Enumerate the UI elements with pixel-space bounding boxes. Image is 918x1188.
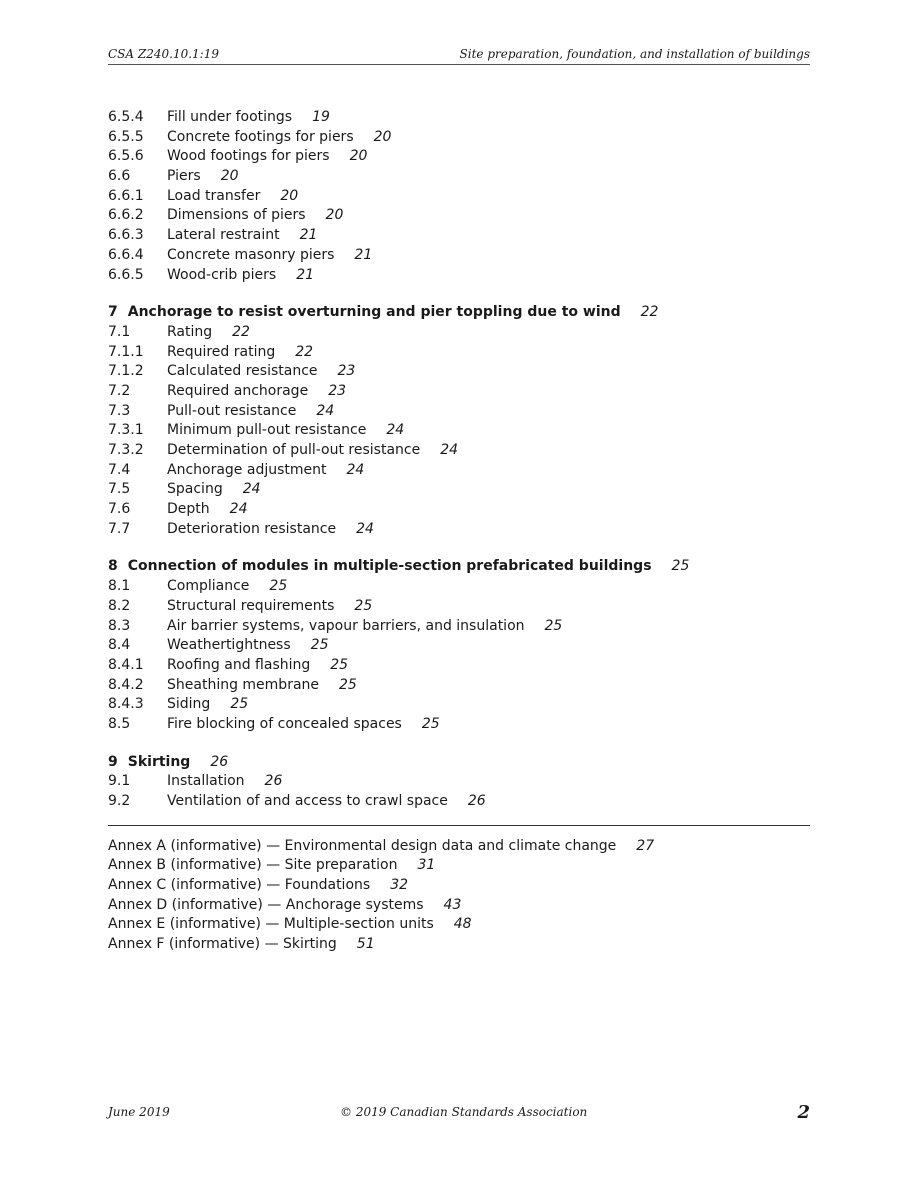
toc-annex-entry[interactable] xyxy=(108,856,810,876)
toc-entry-number: 8.3 xyxy=(108,617,131,634)
toc-page-number: 23 xyxy=(328,382,347,399)
toc-entry[interactable] xyxy=(108,362,810,382)
toc-page-number: 26 xyxy=(210,753,229,770)
toc-entry-number: 6.6.1 xyxy=(108,187,144,204)
toc-entry-number: 7.5 xyxy=(108,481,131,498)
toc-entry-number: 7.6 xyxy=(108,501,131,518)
toc-page-number: 24 xyxy=(440,442,459,458)
toc-page-number: 25 xyxy=(544,617,563,634)
toc-entry-title: Piers xyxy=(167,168,201,185)
toc-entry[interactable] xyxy=(108,402,810,422)
toc-page-number: 24 xyxy=(346,461,365,478)
toc-entry[interactable] xyxy=(108,461,810,481)
toc-section-number: 7 xyxy=(108,304,118,321)
toc-entry[interactable] xyxy=(108,382,810,402)
toc-annex-entry[interactable] xyxy=(108,837,810,857)
toc-entry-title: Dimensions of piers xyxy=(167,207,306,224)
toc-entry-number: 9.2 xyxy=(108,793,131,809)
toc-entry[interactable] xyxy=(108,617,810,637)
toc-annexes xyxy=(108,837,810,955)
toc-annex-entry[interactable] xyxy=(108,876,810,896)
toc-entry-title: Rating xyxy=(167,323,213,340)
toc-entry[interactable] xyxy=(108,597,810,617)
toc-page-number: 31 xyxy=(417,857,436,874)
footer-date: June 2019 xyxy=(108,1105,170,1119)
document-title: Site preparation, foundation, and installation of buildings xyxy=(459,47,810,61)
toc-entry-number: 8.4 xyxy=(108,637,131,654)
toc-entry[interactable] xyxy=(108,421,810,441)
toc-entry-number: 6.6 xyxy=(108,168,131,185)
toc-entry[interactable] xyxy=(108,266,810,286)
toc-page-number: 25 xyxy=(421,715,440,732)
toc-page-number: 22 xyxy=(640,304,659,321)
toc-page-number: 20 xyxy=(280,187,299,204)
toc-entry-number: 9.1 xyxy=(108,773,131,790)
toc-entry-title: Annex F (informative) — Skirting xyxy=(108,936,337,953)
toc-entry-number: 7.3.1 xyxy=(108,422,144,439)
toc-page-number: 51 xyxy=(356,936,375,953)
toc-entry-title: Installation xyxy=(167,773,245,790)
toc-group-9 xyxy=(108,772,810,811)
toc-entry-number: 6.5.5 xyxy=(108,128,144,145)
toc-entry[interactable] xyxy=(108,441,810,461)
toc-page-number: 25 xyxy=(230,696,249,713)
toc-page-number: 25 xyxy=(354,597,373,614)
toc-entry[interactable] xyxy=(108,128,810,148)
toc-page-number: 24 xyxy=(242,481,261,498)
toc-page-number: 20 xyxy=(349,148,368,165)
annex-divider xyxy=(108,825,810,826)
toc-entry[interactable] xyxy=(108,577,810,597)
toc-entry[interactable] xyxy=(108,323,810,343)
toc-entry-title: Structural requirements xyxy=(167,597,335,614)
toc-entry[interactable] xyxy=(108,772,810,792)
toc-entry-number: 6.6.5 xyxy=(108,266,144,283)
toc-page-number: 24 xyxy=(386,422,405,439)
toc-page-number: 20 xyxy=(373,128,392,145)
toc-entry-number: 8.1 xyxy=(108,578,131,595)
toc-section-title: Connection of modules in multiple-section prefabricated buildings xyxy=(127,558,652,575)
toc-entry-title: Siding xyxy=(167,696,211,713)
toc-page-number: 32 xyxy=(390,877,409,894)
toc-entry-number: 7.2 xyxy=(108,382,131,399)
toc-entry-title: Annex C (informative) — Foundations xyxy=(108,877,371,894)
toc-section-number: 8 xyxy=(108,558,118,575)
toc-entry-title: Determination of pull-out resistance xyxy=(167,442,421,458)
footer-copyright: © 2019 Canadian Standards Association xyxy=(340,1105,588,1119)
toc-entry-title: Compliance xyxy=(167,578,250,595)
toc-page-number: 21 xyxy=(296,266,315,283)
toc-page-number: 48 xyxy=(453,916,472,933)
toc-entry-number: 8.5 xyxy=(108,715,131,732)
toc-entry-number: 6.5.6 xyxy=(108,148,144,165)
page-number: 2 xyxy=(797,1102,810,1123)
toc-entry-number: 7.3 xyxy=(108,402,131,419)
toc-entry-number: 6.6.4 xyxy=(108,246,144,263)
toc-annex-entry[interactable] xyxy=(108,896,810,916)
toc-entry-number: 6.6.2 xyxy=(108,207,144,224)
toc-entry[interactable] xyxy=(108,715,810,735)
toc-entry-title: Annex E (informative) — Multiple-section units xyxy=(108,916,434,933)
toc-annex-entry[interactable] xyxy=(108,935,810,955)
toc-entry-number: 6.5.4 xyxy=(108,109,144,125)
toc-entry-title: Concrete footings for piers xyxy=(167,128,354,145)
toc-entry-title: Concrete masonry piers xyxy=(167,246,335,263)
standard-code: CSA Z240.10.1:19 xyxy=(108,47,219,61)
toc-entry-number: 7.3.2 xyxy=(108,442,144,458)
toc-page-number: 43 xyxy=(443,896,462,913)
toc-entry-title: Fire blocking of concealed spaces xyxy=(167,715,402,732)
toc-entry-title: Minimum pull-out resistance xyxy=(167,422,367,439)
toc-page-number: 26 xyxy=(264,773,283,790)
toc-entry-number: 6.6.3 xyxy=(108,227,144,244)
toc-entry-title: Annex D (informative) — Anchorage systems xyxy=(108,896,424,913)
toc-entry[interactable] xyxy=(108,187,810,207)
toc-entry-number: 7.1 xyxy=(108,323,131,340)
toc-entry-number: 7.1.1 xyxy=(108,343,144,360)
toc-entry-title: Annex A (informative) — Environmental design data and climate change xyxy=(108,837,617,854)
toc-entry-number: 7.4 xyxy=(108,461,131,478)
table-of-contents xyxy=(108,108,810,955)
toc-page-number: 19 xyxy=(312,109,330,125)
toc-page-number: 21 xyxy=(354,246,373,263)
toc-entry-number: 7.7 xyxy=(108,520,131,537)
toc-group-6 xyxy=(108,108,810,285)
toc-entry-number: 8.4.3 xyxy=(108,696,144,713)
toc-page-number: 22 xyxy=(295,343,314,360)
toc-entry[interactable] xyxy=(108,792,810,812)
toc-entry-title: Depth xyxy=(167,501,210,518)
toc-entry-title: Weathertightness xyxy=(167,637,291,654)
toc-section-7[interactable] xyxy=(108,303,810,323)
toc-entry[interactable] xyxy=(108,520,810,540)
toc-entry-number: 8.4.2 xyxy=(108,676,144,693)
page-header xyxy=(108,44,810,65)
toc-entry-number: 8.2 xyxy=(108,597,131,614)
toc-entry[interactable] xyxy=(108,147,810,167)
toc-section-title: Anchorage to resist overturning and pier toppling due to wind xyxy=(127,304,621,321)
toc-entry[interactable] xyxy=(108,480,810,500)
toc-page-number: 25 xyxy=(339,676,357,693)
toc-entry-title: Fill under footings xyxy=(167,109,293,125)
toc-entry[interactable] xyxy=(108,226,810,246)
toc-page-number: 24 xyxy=(356,520,374,537)
toc-entry[interactable] xyxy=(108,206,810,226)
toc-entry-number: 8.4.1 xyxy=(108,656,144,673)
toc-page-number: 25 xyxy=(269,578,288,595)
toc-entry-title: Required anchorage xyxy=(167,382,309,399)
toc-entry-title: Spacing xyxy=(167,481,223,498)
toc-entry-title: Pull-out resistance xyxy=(167,402,297,419)
toc-page-number: 24 xyxy=(316,402,335,419)
toc-page-number: 20 xyxy=(325,207,344,224)
toc-entry[interactable] xyxy=(108,636,810,656)
toc-page-number: 25 xyxy=(310,637,329,654)
toc-entry[interactable] xyxy=(108,656,810,676)
toc-page-number: 20 xyxy=(220,168,239,185)
toc-entry-title: Ventilation of and access to crawl space xyxy=(167,793,448,809)
toc-entry-title: Roofing and flashing xyxy=(167,656,311,673)
page-footer xyxy=(108,1102,810,1124)
toc-annex-entry[interactable] xyxy=(108,915,810,935)
toc-entry[interactable] xyxy=(108,167,810,187)
toc-entry-title: Load transfer xyxy=(167,187,261,204)
toc-section-number: 9 xyxy=(108,753,118,770)
toc-entry[interactable] xyxy=(108,343,810,363)
toc-entry[interactable] xyxy=(108,695,810,715)
toc-entry-number: 7.1.2 xyxy=(108,363,144,380)
toc-entry-title: Wood footings for piers xyxy=(167,148,330,165)
toc-entry[interactable] xyxy=(108,500,810,520)
toc-page-number: 25 xyxy=(671,558,690,575)
toc-entry-title: Deterioration resistance xyxy=(167,520,337,537)
toc-entry-title: Sheathing membrane xyxy=(167,676,320,693)
toc-entry[interactable] xyxy=(108,676,810,696)
toc-page-number: 24 xyxy=(229,501,248,518)
toc-group-7 xyxy=(108,323,810,540)
toc-page-number: 23 xyxy=(337,363,356,380)
toc-entry-title: Required rating xyxy=(167,343,276,360)
toc-entry-title: Anchorage adjustment xyxy=(167,461,327,478)
toc-entry-title: Annex B (informative) — Site preparation xyxy=(108,857,398,874)
toc-entry-title: Air barrier systems, vapour barriers, and insulation xyxy=(167,617,525,634)
toc-section-9[interactable] xyxy=(108,753,810,773)
toc-page-number: 22 xyxy=(232,323,250,340)
toc-entry-title: Lateral restraint xyxy=(167,227,280,244)
toc-section-8[interactable] xyxy=(108,557,810,577)
toc-entry[interactable] xyxy=(108,246,810,266)
toc-page-number: 27 xyxy=(636,837,655,854)
toc-entry-title: Wood-crib piers xyxy=(167,266,277,283)
toc-section-title: Skirting xyxy=(127,753,191,770)
toc-page-number: 26 xyxy=(467,793,486,809)
toc-page-number: 25 xyxy=(330,656,349,673)
toc-entry-title: Calculated resistance xyxy=(167,363,318,380)
toc-group-8 xyxy=(108,577,810,735)
toc-page-number: 21 xyxy=(299,227,318,244)
toc-entry[interactable] xyxy=(108,108,810,128)
